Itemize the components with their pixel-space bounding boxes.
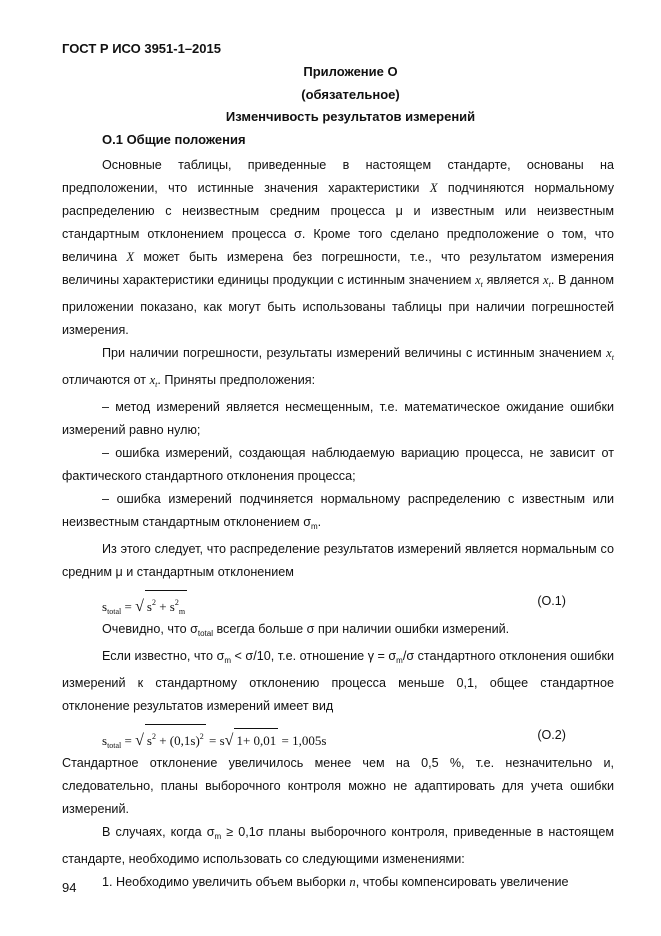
- paragraph: При наличии погрешности, результаты измерений величины с истинным значением $x_t$ отличаются от $x_t$. Приняты предположения:: [62, 346, 614, 389]
- appendix-status: (обязательное): [301, 87, 400, 102]
- paragraph: Из этого следует, что распределение результатов измерений является нормальным со средним μ и стандартным отклонением: [62, 542, 614, 579]
- page-number: 94: [62, 880, 77, 895]
- bullet-item: – метод измерений является несмещенным, т.е. математическое ожидание ошибки измерений равно нулю;: [62, 400, 614, 437]
- paragraph: 1. Необходимо увеличить объем выборки n, чтобы компенсировать увеличение: [102, 875, 569, 889]
- formula-o1: $s_{total}$ = √ $s^2 + s^2_m$ (О.1): [62, 584, 614, 618]
- equation-number: (О.1): [537, 594, 566, 608]
- appendix-title: Приложение О: [303, 64, 398, 79]
- paragraph: Если известно, что $\sigma_m < \sigma/10$, т.е. отношение $\gamma = \sigma_m/\sigma$ стандартного отклонения ошибки измерений к стандартному отклонению процесса меньше 0,1, общее стандартное отклонение результатов измерений имеет вид: [62, 649, 614, 713]
- section-title: О.1 Общие положения: [102, 132, 246, 147]
- paragraph: Очевидно, что $\sigma_{total}$ всегда больше σ при наличии ошибки измерений.: [102, 622, 510, 638]
- equation-number: (О.2): [537, 728, 566, 742]
- bullet-item: – ошибка измерений, создающая наблюдаемую вариацию процесса, не зависит от фактического стандартного отклонения процесса;: [62, 446, 614, 483]
- appendix-name: Изменчивость результатов измерений: [225, 109, 476, 124]
- body-text: [62, 154, 614, 894]
- standard-code: ГОСТ Р ИСО 3951-1–2015: [62, 41, 221, 56]
- formula-o2: $s_{total}$ = √ $s^2 + (0,1s)^2 = s√$ 1+ 0,01 = 1,005s (О.2): [62, 718, 614, 752]
- paragraph: В случаях, когда $\sigma_m \ge 0,1\sigma$ планы выборочного контроля, приведенные в настоящем стандарте, необходимо использовать со следующими изменениями:: [62, 825, 615, 866]
- paragraph: Основные таблицы, приведенные в настоящем стандарте, основаны на предположении, что истинные значения характеристики X подчиняются нормальному распределению с неизвестным средним процесса μ и известным или неизвестным стандартным отклонением процесса σ. Кроме того сделано предположение о том, что величина X может быть измерена без погрешности, т.е., что результатом измерения величины характеристики единицы продукции с истинным значением $x_t$ является $x_t$. В данном приложении показано, как могут быть использованы таблицы при наличии погрешностей измерения.: [62, 158, 614, 337]
- bullet-item: – ошибка измерений подчиняется нормальному распределению с известным или неизвестным стандартным отклонением $\sigma_m$.: [62, 492, 614, 531]
- paragraph: Стандартное отклонение увеличилось менее чем на 0,5 %, т.е. незначительно и, следовательно, планы выборочного контроля можно не адаптировать для учета ошибки измерений.: [62, 756, 614, 816]
